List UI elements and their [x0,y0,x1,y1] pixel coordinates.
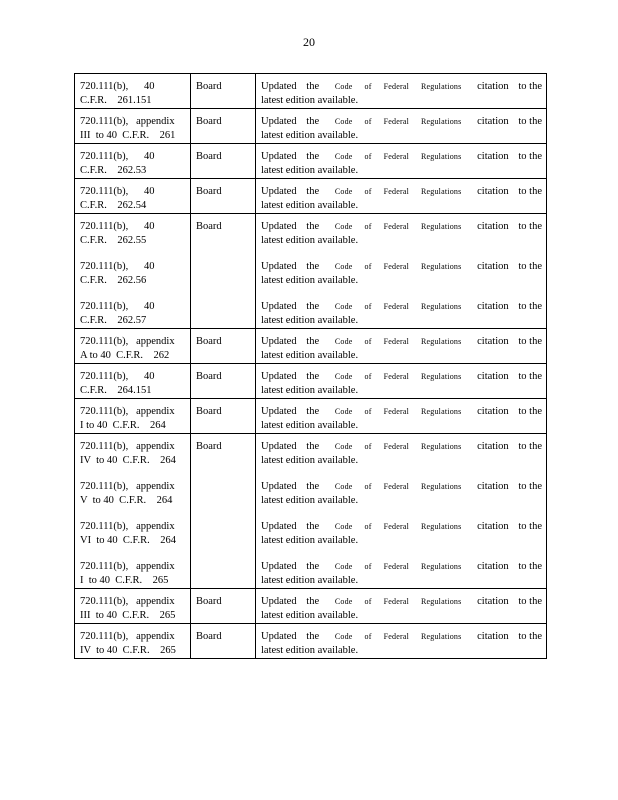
agency-cell [191,179,256,214]
description-word: Updated [261,221,297,232]
section-line: 720.111(b), 40 [80,261,155,272]
cfr-title [329,80,468,94]
agency-cell [191,399,256,434]
description-line [261,440,542,454]
cfr-word: Federal [383,407,409,416]
description-line: latest edition available. [261,574,359,586]
cfr-word: Regulations [421,187,462,196]
cfr-title [329,260,468,274]
cfr-word: of [364,407,372,416]
cfr-title [329,220,468,234]
section-cell [75,214,191,329]
cfr-word: Regulations [421,597,462,606]
description-line: latest edition available. [261,199,359,211]
description-line [261,150,542,164]
table-row [75,399,547,434]
cfr-word: Code [334,632,353,641]
cfr-word: of [364,222,372,231]
description-word: citation [477,81,509,92]
description-word: citation [477,631,509,642]
description-line: latest edition available. [261,384,359,396]
description-cell [256,179,547,214]
description-line: latest edition available. [261,534,359,546]
description-entry [256,254,546,294]
cfr-word: of [364,82,372,91]
description-word: the [306,561,320,572]
description-word: Updated [261,441,297,452]
section-entry [75,514,190,554]
description-word: citation [477,371,509,382]
section-line: III to 40 C.F.R. 261 [80,129,176,141]
cfr-word: Code [334,82,353,91]
cfr-word: Federal [383,222,409,231]
description-word: the [306,301,320,312]
cfr-word: of [364,152,372,161]
cfr-word: Regulations [421,632,462,641]
section-entry [75,434,190,474]
agency-cell [191,144,256,179]
section-line: 720.111(b), 40 [80,371,155,382]
description-line: latest edition available. [261,454,359,466]
cfr-word: Code [334,562,353,571]
description-word: to the [518,631,542,642]
description-cell [256,74,547,109]
description-cell [256,399,547,434]
cfr-word: of [364,262,372,271]
description-entry [256,624,546,658]
cfr-word: of [364,522,372,531]
description-word: citation [477,336,509,347]
description-word: citation [477,406,509,417]
cfr-word: Regulations [421,337,462,346]
table-body [75,74,547,659]
description-word: citation [477,481,509,492]
cfr-word: Code [334,372,353,381]
description-word: citation [477,151,509,162]
agency-cell [191,589,256,624]
description-word: citation [477,596,509,607]
section-line: C.F.R. 264.151 [80,384,152,396]
section-line: V to 40 C.F.R. 264 [80,494,173,506]
cfr-title [329,370,468,384]
agency-cell [191,364,256,399]
cfr-title [329,300,468,314]
cfr-word: of [364,187,372,196]
page-number: 20 [303,35,315,49]
cfr-title [329,185,468,199]
section-cell [75,589,191,624]
description-word: citation [477,441,509,452]
description-word: to the [518,151,542,162]
description-word: Updated [261,371,297,382]
description-word: the [306,116,320,127]
cfr-word: Code [334,522,353,531]
table-row [75,329,547,364]
description-cell [256,144,547,179]
cfr-title [329,630,468,644]
description-word: the [306,521,320,532]
agency-name: Board [196,406,222,417]
description-word: Updated [261,81,297,92]
description-word: to the [518,301,542,312]
agency-name: Board [196,81,222,92]
cfr-title [329,405,468,419]
description-line: latest edition available. [261,274,359,286]
description-word: the [306,151,320,162]
description-line [261,520,542,534]
section-line: IV to 40 C.F.R. 265 [80,644,176,656]
cfr-word: Regulations [421,562,462,571]
description-word: to the [518,441,542,452]
cfr-word: Code [334,302,353,311]
agency-cell [191,214,256,329]
section-line: 720.111(b), appendix [80,631,175,642]
cfr-title [329,440,468,454]
section-line: 720.111(b), appendix [80,116,175,127]
description-entry [256,364,546,398]
cfr-word: Federal [383,117,409,126]
section-line: 720.111(b), appendix [80,481,175,492]
description-line: latest edition available. [261,349,359,361]
description-word: the [306,81,320,92]
description-line: latest edition available. [261,129,359,141]
section-entry [75,474,190,514]
section-line: 720.111(b), appendix [80,406,175,417]
description-line [261,185,542,199]
description-word: the [306,596,320,607]
agency-cell [191,434,256,589]
description-word: citation [477,221,509,232]
cfr-title [329,480,468,494]
table-row [75,434,547,589]
cfr-word: Regulations [421,372,462,381]
description-cell [256,434,547,589]
section-entry [75,74,190,108]
description-entry [256,434,546,474]
section-line: 720.111(b), appendix [80,336,175,347]
table-row [75,179,547,214]
agency-name: Board [196,116,222,127]
section-entry [75,364,190,398]
description-line [261,405,542,419]
description-word: to the [518,406,542,417]
description-line [261,115,542,129]
description-entry [256,214,546,254]
cfr-word: Federal [383,522,409,531]
section-line: C.F.R. 262.53 [80,164,147,176]
cfr-word: Regulations [421,302,462,311]
cfr-title [329,520,468,534]
section-entry [75,624,190,658]
cfr-word: Federal [383,562,409,571]
agency-cell [191,329,256,364]
cfr-word: Code [334,262,353,271]
description-word: Updated [261,406,297,417]
table-row [75,214,547,329]
description-cell [256,329,547,364]
agency-name: Board [196,336,222,347]
description-cell [256,624,547,659]
description-entry [256,399,546,433]
cfr-word: of [364,372,372,381]
agency-name: Board [196,186,222,197]
cfr-word: of [364,302,372,311]
description-word: to the [518,116,542,127]
description-line: latest edition available. [261,644,359,656]
section-cell [75,434,191,589]
description-word: Updated [261,261,297,272]
cfr-word: Regulations [421,117,462,126]
description-word: the [306,406,320,417]
section-line: 720.111(b), appendix [80,596,175,607]
table-row [75,364,547,399]
description-entry [256,179,546,213]
cfr-word: Code [334,597,353,606]
cfr-word: Code [334,337,353,346]
cfr-word: Regulations [421,407,462,416]
regulations-table [74,73,547,659]
agency-name: Board [196,151,222,162]
description-entry [256,554,546,588]
description-word: the [306,186,320,197]
section-entry [75,554,190,588]
description-word: Updated [261,561,297,572]
description-line: latest edition available. [261,164,359,176]
description-line: latest edition available. [261,234,359,246]
description-word: to the [518,481,542,492]
description-cell [256,214,547,329]
description-word: the [306,371,320,382]
cfr-word: of [364,337,372,346]
description-word: Updated [261,631,297,642]
table-row [75,74,547,109]
cfr-title [329,115,468,129]
description-entry [256,514,546,554]
description-word: to the [518,221,542,232]
cfr-word: Federal [383,482,409,491]
section-cell [75,144,191,179]
description-line: latest edition available. [261,494,359,506]
section-entry [75,294,190,328]
section-line: I to 40 C.F.R. 265 [80,574,169,586]
section-line: I to 40 C.F.R. 264 [80,419,166,431]
section-line: IV to 40 C.F.R. 264 [80,454,176,466]
description-cell [256,109,547,144]
table-row [75,589,547,624]
description-word: to the [518,336,542,347]
description-word: citation [477,301,509,312]
description-word: citation [477,521,509,532]
description-word: citation [477,561,509,572]
description-line [261,220,542,234]
table-row [75,144,547,179]
section-line: 720.111(b), appendix [80,561,175,572]
description-word: Updated [261,116,297,127]
description-cell [256,364,547,399]
description-word: to the [518,81,542,92]
cfr-word: Code [334,117,353,126]
description-entry [256,474,546,514]
cfr-word: of [364,562,372,571]
description-word: Updated [261,521,297,532]
cfr-word: Federal [383,187,409,196]
description-line: latest edition available. [261,314,359,326]
description-line [261,260,542,274]
section-entry [75,329,190,363]
description-line [261,630,542,644]
section-line: 720.111(b), appendix [80,521,175,532]
cfr-word: Regulations [421,262,462,271]
cfr-word: Regulations [421,442,462,451]
cfr-word: of [364,632,372,641]
description-line [261,480,542,494]
section-cell [75,109,191,144]
section-line: 720.111(b), appendix [80,441,175,452]
description-word: the [306,481,320,492]
cfr-title [329,595,468,609]
cfr-word: Federal [383,302,409,311]
cfr-word: Federal [383,82,409,91]
description-line [261,595,542,609]
cfr-title [329,560,468,574]
cfr-word: Code [334,407,353,416]
section-line: 720.111(b), 40 [80,186,155,197]
table-row [75,109,547,144]
cfr-word: Code [334,442,353,451]
section-line: A to 40 C.F.R. 262 [80,349,170,361]
cfr-word: Federal [383,337,409,346]
cfr-word: Code [334,482,353,491]
description-word: Updated [261,596,297,607]
description-word: to the [518,371,542,382]
description-word: to the [518,521,542,532]
description-line [261,335,542,349]
section-entry [75,109,190,143]
section-cell [75,399,191,434]
section-line: C.F.R. 261.151 [80,94,152,106]
description-word: the [306,441,320,452]
cfr-word: Federal [383,262,409,271]
description-line [261,560,542,574]
section-line: C.F.R. 262.57 [80,314,147,326]
cfr-word: Federal [383,152,409,161]
description-entry [256,329,546,363]
section-entry [75,254,190,294]
section-entry [75,179,190,213]
description-line [261,80,542,94]
description-word: Updated [261,481,297,492]
cfr-word: Code [334,187,353,196]
description-word: to the [518,186,542,197]
section-cell [75,74,191,109]
section-entry [75,144,190,178]
section-entry [75,589,190,623]
section-line: C.F.R. 262.54 [80,199,147,211]
description-entry [256,589,546,623]
description-word: Updated [261,186,297,197]
description-word: to the [518,561,542,572]
section-line: 720.111(b), 40 [80,81,155,92]
table-row [75,624,547,659]
description-word: to the [518,261,542,272]
cfr-word: Regulations [421,482,462,491]
section-line: III to 40 C.F.R. 265 [80,609,176,621]
agency-cell [191,624,256,659]
agency-name: Board [196,371,222,382]
agency-name: Board [196,441,222,452]
description-word: Updated [261,336,297,347]
agency-cell [191,74,256,109]
description-line: latest edition available. [261,609,359,621]
cfr-word: Federal [383,632,409,641]
section-entry [75,399,190,433]
description-entry [256,109,546,143]
cfr-word: Regulations [421,152,462,161]
section-entry [75,214,190,254]
cfr-word: Regulations [421,522,462,531]
section-line: 720.111(b), 40 [80,151,155,162]
cfr-word: Federal [383,442,409,451]
cfr-word: Code [334,222,353,231]
cfr-word: of [364,482,372,491]
description-line [261,370,542,384]
section-cell [75,624,191,659]
description-word: the [306,221,320,232]
section-line: VI to 40 C.F.R. 264 [80,534,177,546]
cfr-word: Code [334,152,353,161]
description-entry [256,144,546,178]
cfr-title [329,150,468,164]
description-word: Updated [261,151,297,162]
description-line: latest edition available. [261,419,359,431]
description-entry [256,294,546,328]
description-word: citation [477,116,509,127]
section-cell [75,364,191,399]
section-line: 720.111(b), 40 [80,301,155,312]
cfr-word: Regulations [421,222,462,231]
description-line: latest edition available. [261,94,359,106]
agency-cell [191,109,256,144]
agency-name: Board [196,596,222,607]
cfr-word: of [364,442,372,451]
cfr-word: of [364,117,372,126]
section-cell [75,329,191,364]
section-line: C.F.R. 262.55 [80,234,147,246]
description-entry [256,74,546,108]
agency-name: Board [196,631,222,642]
description-cell [256,589,547,624]
cfr-word: Regulations [421,82,462,91]
description-word: the [306,336,320,347]
description-word: to the [518,596,542,607]
description-word: citation [477,261,509,272]
agency-name: Board [196,221,222,232]
section-cell [75,179,191,214]
description-line [261,300,542,314]
description-word: the [306,631,320,642]
cfr-word: Federal [383,597,409,606]
description-word: citation [477,186,509,197]
section-line: 720.111(b), 40 [80,221,155,232]
section-line: C.F.R. 262.56 [80,274,147,286]
description-word: Updated [261,301,297,312]
cfr-title [329,335,468,349]
description-word: the [306,261,320,272]
cfr-word: of [364,597,372,606]
cfr-word: Federal [383,372,409,381]
